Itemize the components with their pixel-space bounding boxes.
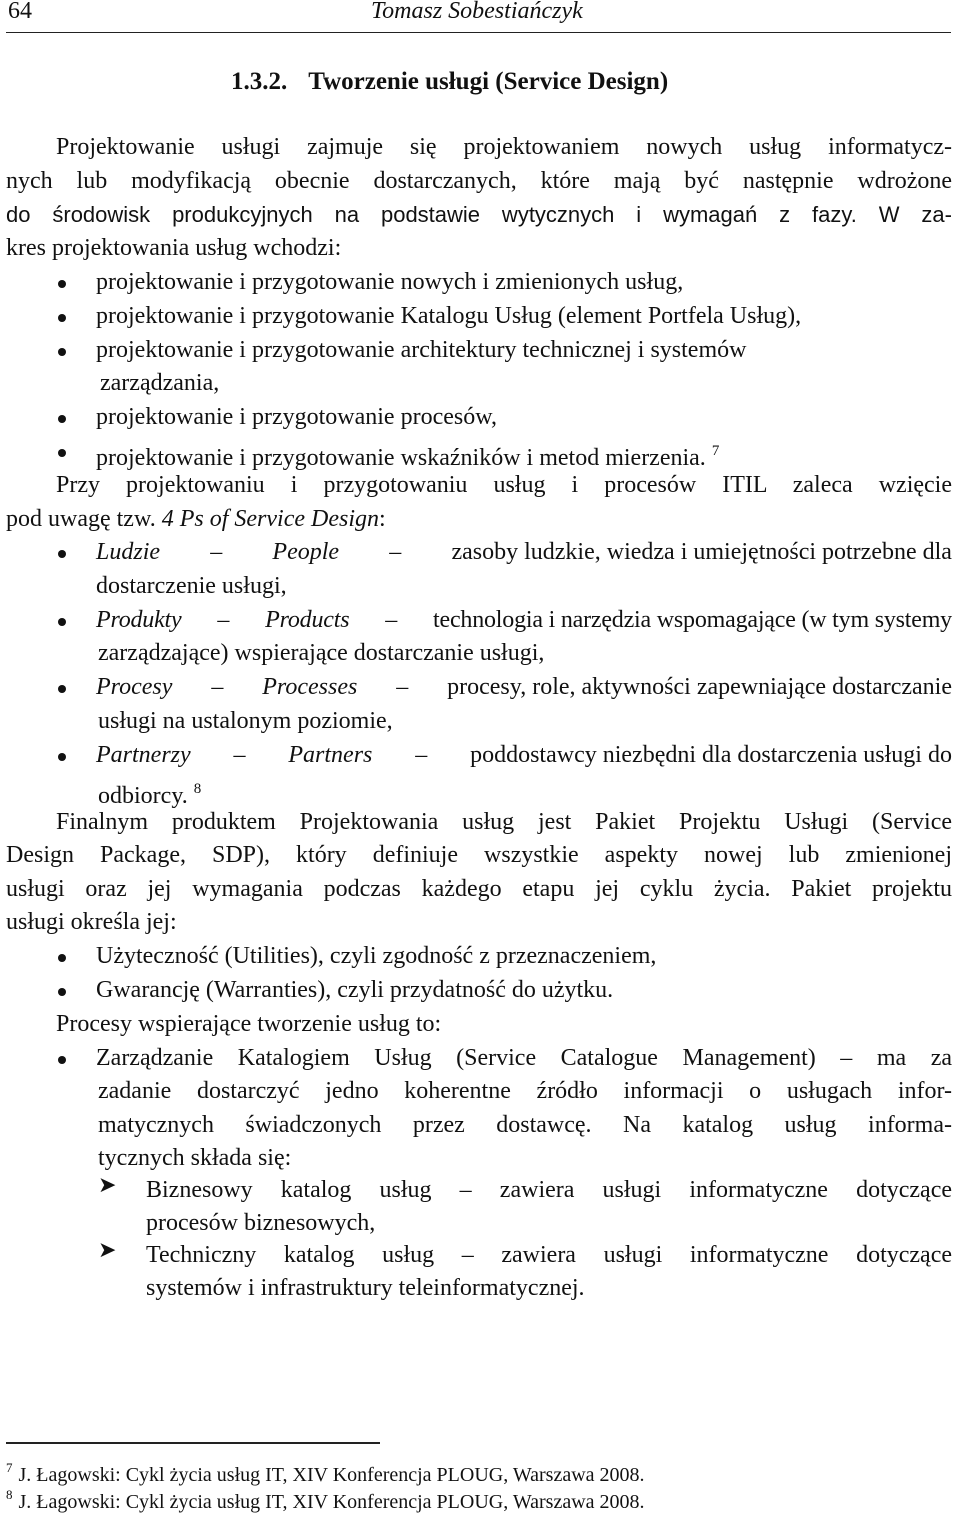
dash: – <box>415 742 428 768</box>
sub-list-item: Biznesowy katalog usług – zawiera usługi informatyczne dotyczące <box>146 1177 952 1203</box>
text-run: : <box>379 506 386 532</box>
term-description: poddostawcy niezbędni dla dostarczenia usługi do <box>470 742 952 768</box>
sub-list-item: Techniczny katalog usług – zawiera usługi informatyczne dotyczące <box>146 1242 952 1268</box>
term-pl: Ludzie <box>96 539 161 565</box>
running-header <box>6 0 951 33</box>
footnote-reference: 7 <box>711 443 720 459</box>
footnote-text: J. Łagowski: Cykl życia usług IT, XIV Konferencja PLOUG, Warszawa 2008. <box>18 1464 645 1486</box>
list-item: projektowanie i przygotowanie procesów, <box>96 404 497 430</box>
list-item-continuation: tycznych składa się: <box>98 1145 292 1171</box>
footnote-reference: 8 <box>193 781 202 797</box>
list-item-text: odbiorcy. <box>98 783 188 809</box>
list-item-continuation: zarządzania, <box>100 370 220 396</box>
dash: – <box>233 742 246 768</box>
bullet-icon <box>58 314 66 322</box>
list-item-text: projektowanie i przygotowanie wskaźników i metod mierzenia. <box>96 445 706 471</box>
term-pl: Partnerzy <box>96 742 191 768</box>
sub-list-item-continuation: systemów i infrastruktury teleinformatycznej. <box>146 1275 585 1301</box>
paragraph-line: Procesy wspierające tworzenie usług to: <box>56 1011 442 1037</box>
paragraph-line: Przy projektowaniu i przygotowaniu usług i procesów ITIL zaleca wzięcie <box>56 472 952 498</box>
bullet-icon <box>58 753 66 761</box>
footnote-mark: 8 <box>6 1487 13 1502</box>
bullet-icon <box>58 348 66 356</box>
list-item: Użyteczność (Utilities), czyli zgodność z przeznaczeniem, <box>96 943 657 969</box>
footnote-rule <box>6 1442 380 1444</box>
term-description: technologia i narzędzia wspomagające (w tym systemy <box>433 607 952 633</box>
list-item <box>96 436 719 473</box>
term-description: zasoby ludzkie, wiedza i umiejętności potrzebne dla <box>451 539 952 565</box>
bullet-icon <box>58 618 66 626</box>
bullet-icon <box>58 449 66 457</box>
intro-line: kres projektowania usług wchodzi: <box>6 235 342 261</box>
footnote <box>6 1460 645 1487</box>
sub-list-item-continuation: procesów biznesowych, <box>146 1210 376 1236</box>
list-item <box>96 605 952 635</box>
list-item: projektowanie i przygotowanie Katalogu Usług (element Portfela Usług), <box>96 303 802 329</box>
text-run: pod uwagę tzw. <box>6 506 156 532</box>
bullet-icon <box>58 415 66 423</box>
bullet-icon <box>58 988 66 996</box>
dash: – <box>211 674 224 700</box>
list-item-continuation: usługi na ustalonym poziomie, <box>98 708 393 734</box>
bullet-icon <box>58 954 66 962</box>
dash: – <box>396 674 409 700</box>
running-author: Tomasz Sobestiańczyk <box>371 0 583 24</box>
term-description: procesy, role, aktywności zapewniające dostarczanie <box>447 674 952 700</box>
list-item <box>96 740 952 770</box>
footnote-mark: 7 <box>6 1460 13 1475</box>
term-en: People <box>272 539 340 565</box>
list-item-continuation: zarządzające) wspierające dostarczanie usługi, <box>98 640 545 666</box>
list-item: Gwarancję (Warranties), czyli przydatność do użytku. <box>96 977 614 1003</box>
list-item-continuation: matycznych świadczonych przez dostawcę. Na katalog usług informa- <box>98 1112 952 1138</box>
dash: – <box>210 539 223 565</box>
term-en: Processes <box>262 674 358 700</box>
term-en: Products <box>265 607 350 633</box>
list-item-continuation <box>98 774 201 811</box>
bullet-icon <box>58 550 66 558</box>
dash: – <box>389 539 402 565</box>
intro-line: do środowisk produkcyjnych na podstawie wytycznych i wymagań z fazy. W za- <box>6 202 952 227</box>
paragraph-line: usługi oraz jej wymagania podczas każdego etapu jej cyklu życia. Pakiet projektu <box>6 876 952 902</box>
list-item: projektowanie i przygotowanie nowych i zmienionych usług, <box>96 269 684 295</box>
dash: – <box>217 607 230 633</box>
list-item-continuation: dostarczenie usługi, <box>96 573 287 599</box>
paragraph-line: Finalnym produktem Projektowania usług jest Pakiet Projektu Usługi (Service <box>56 809 952 835</box>
paragraph-line: usługi określa jej: <box>6 909 177 935</box>
text-run-italic: 4 Ps of Service Design <box>161 506 380 532</box>
section-title: Tworzenie usługi (Service Design) <box>308 68 669 95</box>
intro-line: Projektowanie usługi zajmuje się projektowaniem nowych usług informatycz- <box>56 134 952 160</box>
bullet-icon <box>58 280 66 288</box>
page-number: 64 <box>8 0 32 24</box>
paragraph-line <box>6 504 386 534</box>
footnote-text: J. Łagowski: Cykl życia usług IT, XIV Konferencja PLOUG, Warszawa 2008. <box>18 1491 645 1513</box>
arrow-bullet-icon: ➤ <box>98 1238 117 1263</box>
list-item: Zarządzanie Katalogiem Usług (Service Catalogue Management) – ma za <box>96 1045 952 1071</box>
paragraph-line: Design Package, SDP), który definiuje wszystkie aspekty nowej lub zmienionej <box>6 842 952 868</box>
intro-line: nych lub modyfikacją obecnie dostarczanych, które mają być następnie wdrożone <box>6 168 952 194</box>
footnote <box>6 1487 645 1514</box>
list-item <box>96 537 952 567</box>
term-en: Partners <box>288 742 373 768</box>
section-number: 1.3.2. <box>231 68 288 95</box>
section-heading <box>231 68 668 96</box>
bullet-icon <box>58 685 66 693</box>
list-item-continuation: zadanie dostarczyć jedno koherentne źródło informacji o usługach infor- <box>98 1078 952 1104</box>
list-item: projektowanie i przygotowanie architektury technicznej i systemów <box>96 337 747 363</box>
term-pl: Produkty <box>96 607 182 633</box>
dash: – <box>385 607 398 633</box>
term-pl: Procesy <box>96 674 173 700</box>
arrow-bullet-icon: ➤ <box>98 1173 117 1198</box>
bullet-icon <box>58 1056 66 1064</box>
list-item <box>96 672 952 702</box>
